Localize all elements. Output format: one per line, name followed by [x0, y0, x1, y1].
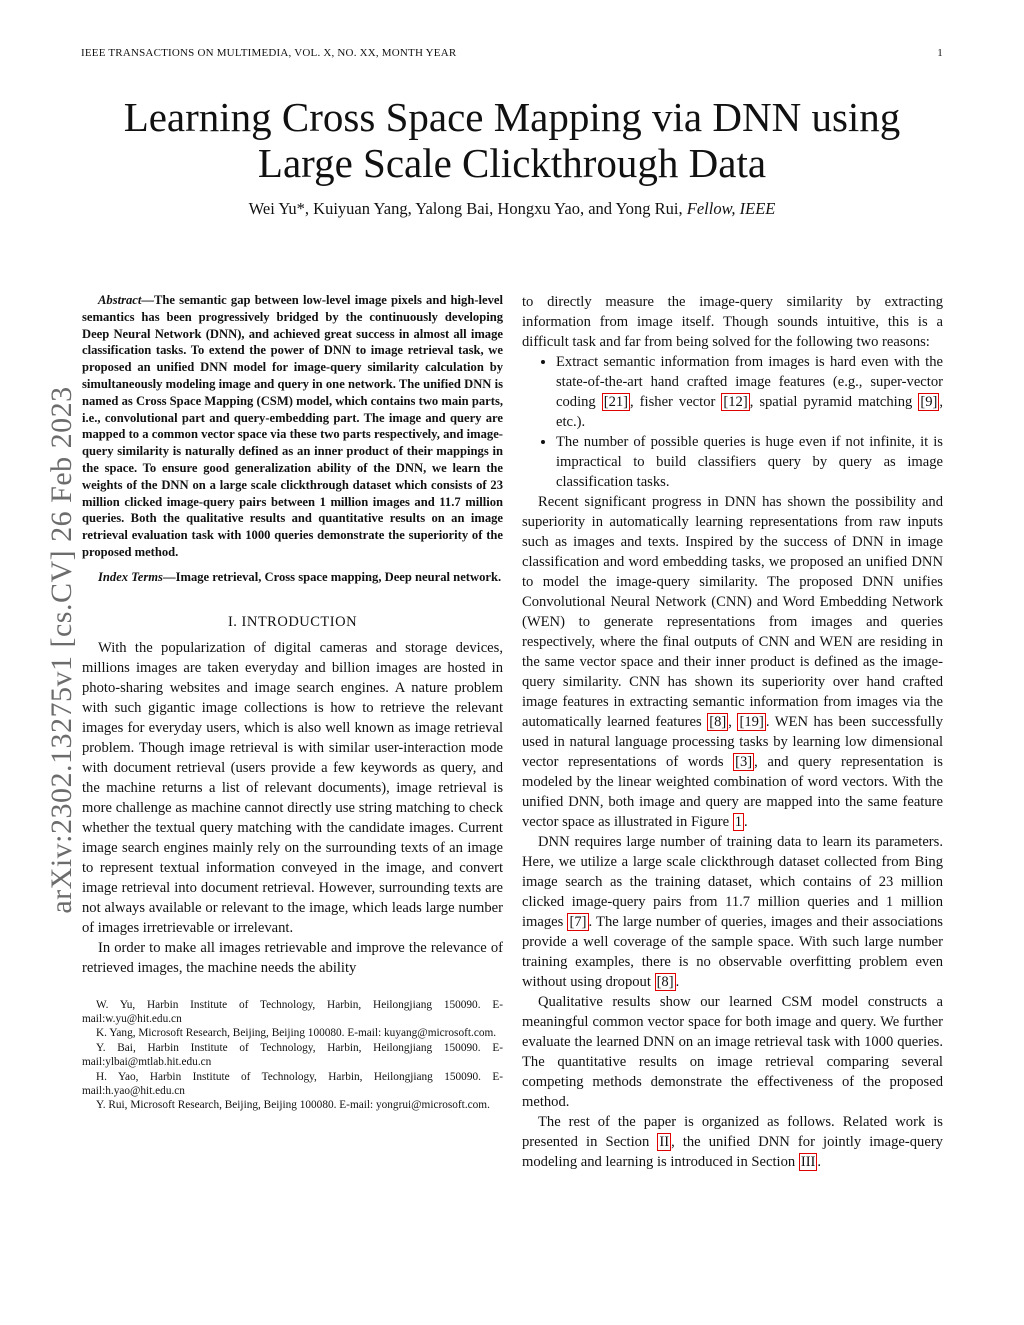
citation-link[interactable]: [7] — [569, 914, 587, 930]
arxiv-stamp: arXiv:2302.13275v1 [cs.CV] 26 Feb 2023 — [45, 386, 78, 914]
reasons-list — [522, 352, 943, 492]
title-line-1: Learning Cross Space Mapping via DNN using — [123, 94, 901, 140]
footnote-yang: K. Yang, Microsoft Research, Beijing, Beijing 100080. E-mail: kuyang@microsoft.com. — [96, 1027, 497, 1040]
citation-link[interactable]: [3] — [735, 754, 753, 770]
footnote-bai: Y. Bai, Harbin Institute of Technology, Harbin, Heilongjiang 150090. E-mail:ylbai@mtlab.hit.edu.cn — [82, 1041, 503, 1069]
section-heading-introduction: I. INTRODUCTION — [227, 613, 358, 630]
citation-link[interactable]: [12] — [723, 394, 748, 410]
running-header — [81, 47, 943, 59]
right-column — [522, 292, 943, 1172]
footnote-yu: W. Yu, Harbin Institute of Technology, Harbin, Heilongjiang 150090. E-mail:w.yu@hit.edu.cn — [82, 998, 503, 1025]
affiliation-footnotes — [82, 998, 503, 1113]
section-link[interactable]: II — [659, 1134, 670, 1150]
author-names: Wei Yu*, Kuiyuan Yang, Yalong Bai, Hongxu Yao, and Yong Rui, — [248, 199, 683, 218]
index-terms-text: —Image retrieval, Cross space mapping, Deep neural network. — [162, 569, 502, 584]
author-fellow: Fellow, IEEE — [686, 199, 776, 218]
list-item: • Extract semantic information from images is hard even with the state-of-the-art hand crafted image features (e.g., super-vector coding [21] , fisher vector [12] , spatial pyramid matching [9] , etc.). — [556, 352, 943, 432]
abstract-text: —The semantic gap between low-level image pixels and high-level semantics has been progressively bridged by the continuously developing Deep Neural Network (DNN), and achieved great success in almost all image classification tasks. To extend the power of DNN to image retrieval task, we proposed an unified DNN model for image-query similarity calculation by simultaneously modeling image and query in one network. The unified DNN is named as Cross Space Mapping (CSM) model, which contains two main parts, i.e., convolutional part and query-embedding part. The image and query are mapped to a common vector space via these two parts respectively, and image-query similarity is naturally defined as an inner product of their mappings in the space. To ensure good generalization ability of the DNN, we learn the weights of the DNN on a large scale clickthrough dataset which consists of 23 million clicked image-query pairs between 1 million images and 11.7 million queries. Both the qualitative results and quantitative results on an image retrieval evaluation task with 1000 queries demonstrate the superiority of the proposed method. — [82, 293, 503, 559]
author-list — [60, 199, 964, 219]
citation-link[interactable]: [8] — [656, 974, 674, 990]
page-number: 1 — [937, 47, 943, 59]
citation-link[interactable]: [9] — [920, 394, 938, 410]
intro-paragraph-6: Qualitative results show our learned CSM model constructs a meaningful common vector space for both image and query. We further evaluate the learned DNN on an image retrieval task with 1000 queries. The quantitative results on image retrieval comparing several competing methods demonstrate the effectiveness of the proposed method. — [522, 994, 943, 1110]
intro-paragraph-5: DNN requires large number of training data to learn its parameters. Here, we utilize a large scale clickthrough dataset collected from Bing image search as the training dataset, which contains of 23 million clicked image-query pairs from 11.7 million queries and 1 million images [7] . The large number of queries, images and their associations provide a well coverage of the sample space. With such large number training examples, there is no observable overfitting problem even without using dropout [8] . — [522, 834, 943, 990]
intro-paragraph-7: The rest of the paper is organized as follows. Related work is presented in Section II , the unified DNN for jointly image-query modeling and learning is introduced in Section III . — [522, 1114, 943, 1170]
title-line-2: Large Scale Clickthrough Data — [257, 140, 767, 186]
index-terms — [82, 569, 503, 586]
abstract — [82, 292, 503, 561]
intro-paragraph-1: With the popularization of digital cameras and storage devices, millions images are taken everyday and billion images are hosted in photo-sharing websites and image search engines. A nature problem with such gigantic image collections is how to retrieve the relevant images for everyday users, which is also well known as image retrieval problem. Though image retrieval is with similar user-interaction mode with document retrieval (users provide a few keywords as query, and the machine returns a list of relevant documents), image retrieval is more challenge as machine cannot directly use string matching to check whether the textual query matching with the candidate images. Current image search engines mainly rely on the surrounding texts of an image to represent textual information conveyed in the image, and convert image retrieval into document retrieval. However, surrounding texts are not always available or relevant to the image, which leads large number of images irretrievable or irrelevant. — [82, 639, 503, 936]
citation-link[interactable]: [21] — [603, 394, 629, 410]
footnote-rui: Y. Rui, Microsoft Research, Beijing, Beijing 100080. E-mail: yongrui@microsoft.com. — [96, 1099, 490, 1112]
citation-link[interactable]: [8] — [709, 714, 727, 730]
index-terms-label: Index Terms — [98, 569, 163, 584]
figure-link[interactable]: 1 — [734, 814, 743, 830]
intro-paragraph-3: to directly measure the image-query similarity by extracting information from image itself. Though sounds intuitive, this is a difficult task and far from being solved for the following two reasons: — [522, 294, 943, 350]
list-item: • The number of possible queries is huge even if not infinite, it is impractical to build classifiers query by query as image classification tasks. — [556, 432, 943, 492]
journal-name: IEEE TRANSACTIONS ON MULTIMEDIA, VOL. X, NO. XX, MONTH YEAR — [81, 47, 457, 59]
footnote-yao: H. Yao, Harbin Institute of Technology, Harbin, Heilongjiang 150090. E-mail:h.yao@hit.edu.cn — [82, 1070, 503, 1097]
paper-title — [60, 94, 964, 186]
left-column — [82, 292, 503, 1113]
section-link[interactable]: III — [800, 1154, 816, 1170]
citation-link[interactable]: [19] — [739, 714, 764, 730]
abstract-label: Abstract — [98, 293, 142, 307]
intro-paragraph-4: Recent significant progress in DNN has shown the possibility and superiority in automatically learning representations from raw inputs such as images and texts. Inspired by the success of DNN in image classification and word embedding tasks, we proposed an unified DNN to model the image-query similarity. The proposed DNN unifies Convolutional Neural Network (CNN) and Word Embedding Network (WEN) to generate representations from images and queries respectively, where the final outputs of CNN and WEN are residing in the same vector space and their inner product is defined as the image-query similarity. CNN has shown its superiority over hand crafted image features in extracting semantic information from images via the automatically learned features [8] , [19] . WEN has been successfully used in natural language processing tasks by learning low dimensional vector representations of words [3] , and query representation is modeled by the linear weighted combination of word vectors. With the unified DNN, both image and query are mapped into the same feature vector space as illustrated in Figure 1 . — [522, 494, 943, 830]
intro-paragraph-2: In order to make all images retrievable and improve the relevance of retrieved images, the machine needs the ability — [82, 939, 503, 976]
